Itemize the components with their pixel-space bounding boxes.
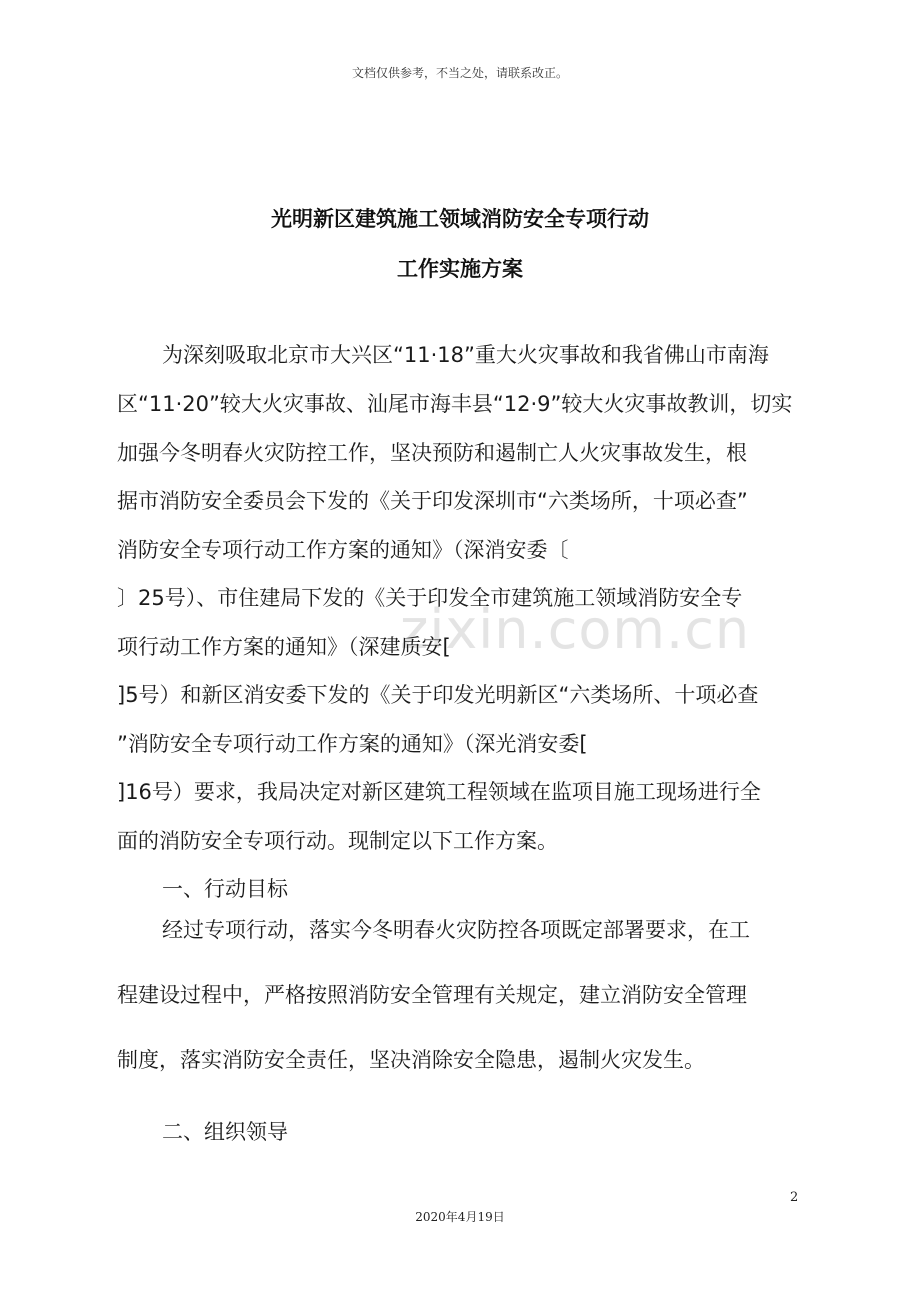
header-note: 文档仅供参考，不当之处，请联系改正。 xyxy=(351,66,568,80)
body-line-3: 加强今冬明春火灾防控工作，坚决预防和遏制亡人火灾事故发生，根 xyxy=(117,441,747,465)
body-line-6: 〕25号）、市住建局下发的《关于印发全市建筑施工领域消防安全专 xyxy=(117,586,743,610)
body-line-7: 项行动工作方案的通知》（深建质安[ xyxy=(117,635,451,659)
document-title-line-1: 光明新区建筑施工领域消防安全专项行动 xyxy=(271,207,649,231)
section-heading-1: 一、行动目标 xyxy=(162,877,288,901)
body-line-12: 经过专项行动，落实今冬明春火灾防控各项既定部署要求，在工 xyxy=(162,918,750,942)
body-line-9: ”消防安全专项行动工作方案的通知》（深光消安委[ xyxy=(117,732,588,756)
body-line-13: 程建设过程中，严格按照消防安全管理有关规定，建立消防安全管理 xyxy=(117,983,747,1007)
body-line-5: 消防安全专项行动工作方案的通知》（深消安委〔 xyxy=(117,538,569,562)
body-line-11: 面的消防安全专项行动。现制定以下工作方案。 xyxy=(117,829,558,853)
body-line-1: 为深刻吸取北京市大兴区“11·18”重大火灾事故和我省佛山市南海 xyxy=(162,343,769,367)
body-line-4: 据市消防安全委员会下发的《关于印发深圳市“六类场所，十项必查” xyxy=(117,489,748,513)
document-title-line-2: 工作实施方案 xyxy=(397,257,523,281)
page-number: 2 xyxy=(790,1190,799,1205)
footer-date: 2020年4月19日 xyxy=(415,1210,505,1224)
body-line-14: 制度，落实消防安全责任，坚决消除安全隐患，遏制火灾发生。 xyxy=(117,1048,705,1072)
body-line-8: ]5号）和新区消安委下发的《关于印发光明新区“六类场所、十项必查 xyxy=(117,683,759,707)
body-line-2: 区“11·20”较大火灾事故、汕尾市海丰县“12·9”较大火灾事故教训，切实 xyxy=(117,392,793,416)
watermark: zixin.com.cn xyxy=(400,598,751,661)
body-line-10: ]16号）要求，我局决定对新区建筑工程领域在监项目施工现场进行全 xyxy=(117,780,761,804)
section-heading-2: 二、组织领导 xyxy=(162,1120,288,1144)
